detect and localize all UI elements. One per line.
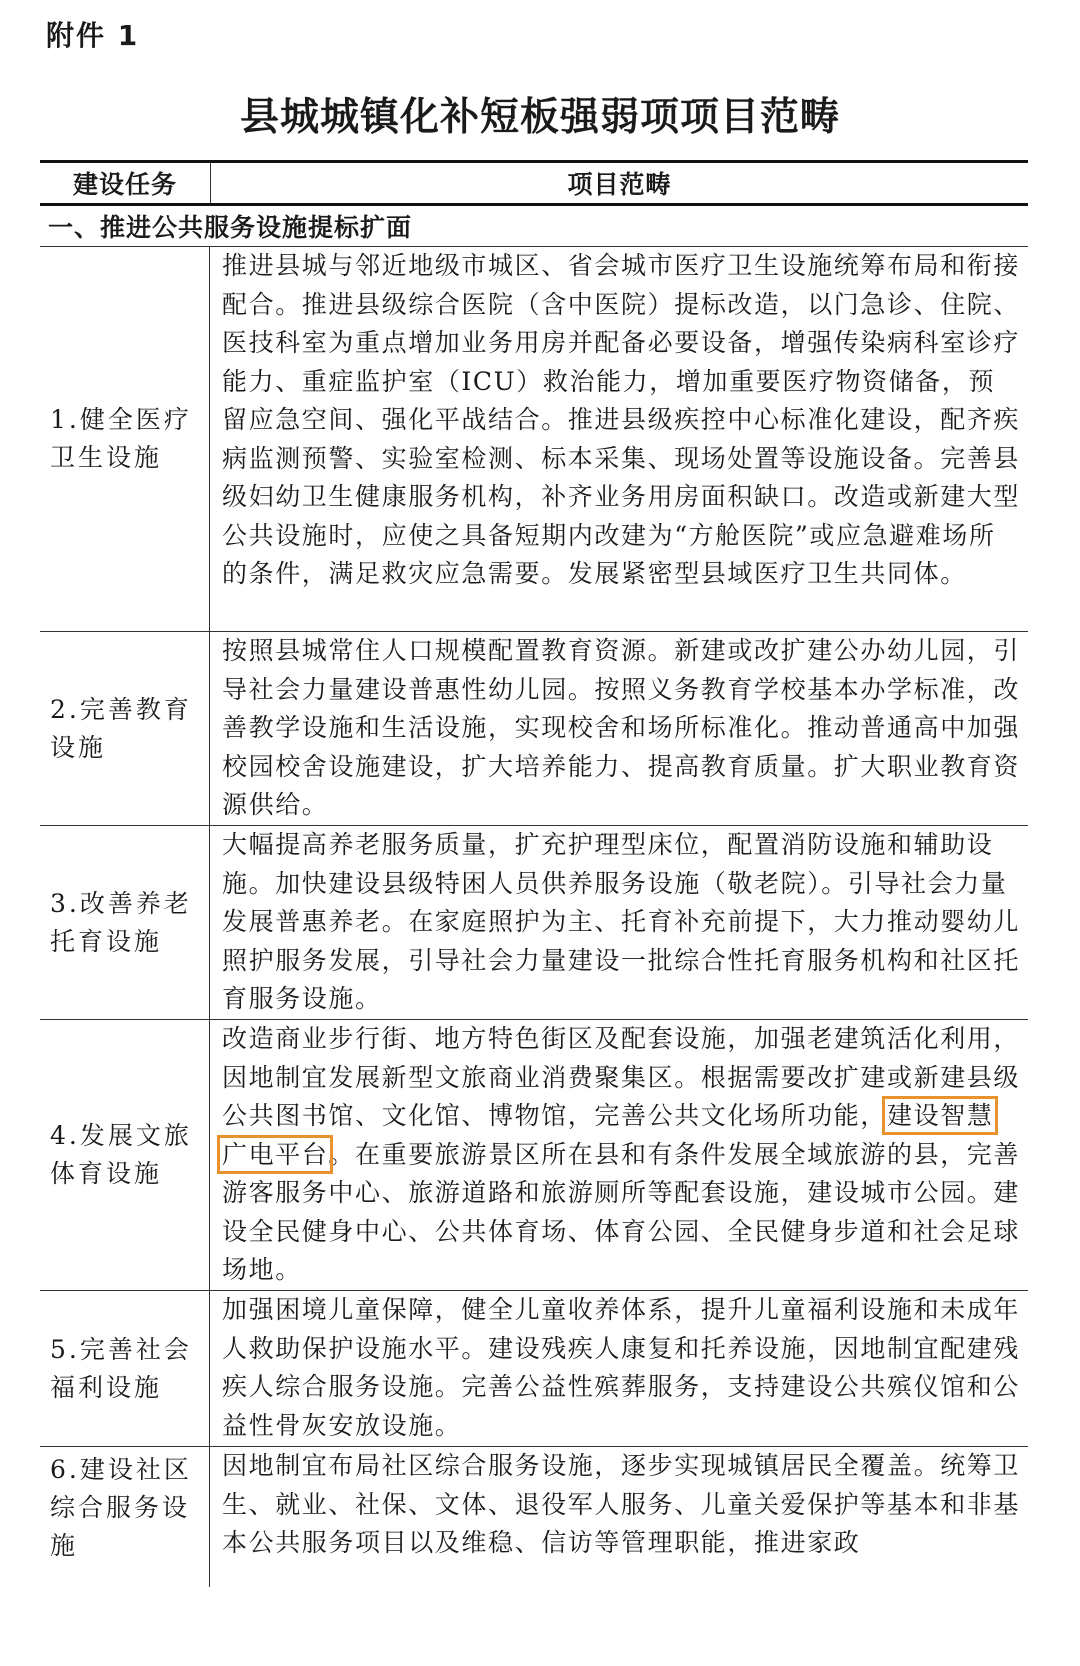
- scope-cell: [210, 826, 1028, 1019]
- task-label: 2.完善教育设施: [50, 694, 192, 762]
- header-scope: 项目范畴: [567, 170, 672, 199]
- table-header: [40, 163, 1028, 206]
- header-task: 建设任务: [40, 163, 211, 203]
- scope-cell: [210, 632, 1028, 825]
- scope-text-part: 。在重要旅游景区所在县和有条件发展全域旅游的县，完善游客服务中心、旅游道路和旅游厕所等配套设施，建设城市公园。建设全民健身中心、公共体育场、体育公园、全民健身步道和社会足球场地。: [222, 1139, 1021, 1284]
- document-title: 县城城镇化补短板强弱项项目范畴: [239, 95, 840, 140]
- task-cell: [40, 826, 210, 1019]
- scope-cell: [210, 1291, 1028, 1446]
- task-cell: [40, 1020, 210, 1290]
- table-row: [40, 1020, 1028, 1291]
- scope-text: 推进县城与邻近地级市城区、省会城市医疗卫生设施统筹布局和衔接配合。推进县级综合医院（含中医院）提标改造，以门急诊、住院、医技科室为重点增加业务用房并配备必要设备，增强传染病科室诊疗能力、重症监护室（ICU）救治能力，增加重要医疗物资储备，预留应急空间、强化平战结合。推进县级疾控中心标准化建设，配齐疾病监测预警、实验室检测、标本采集、现场处置等设施设备。完善县级妇幼卫生健康服务机构，补齐业务用房面积缺口。改造或新建大型公共设施时，应使之具备短期内改建为“方舱医院”或应急避难场所的条件，满足救灾应急需要。发展紧密型县域医疗卫生共同体。: [222, 251, 1021, 588]
- scope-cell: [210, 247, 1028, 631]
- attachment-label: 附件 1: [46, 19, 140, 52]
- task-cell: [40, 247, 210, 631]
- task-cell: [40, 1447, 210, 1587]
- scope-text-part: 改造商业步行街、地方特色街区及配套设施，加强老建筑活化利用，因地制宜发展新型文旅商业消费聚集区。根据需要改扩建或新建县级公共图书馆、文化馆、博物馆，完善公共文化场所功能，: [222, 1024, 1021, 1130]
- table-row: [40, 632, 1028, 826]
- task-label: 1.健全医疗卫生设施: [50, 405, 192, 472]
- scope-text: 大幅提高养老服务质量，扩充护理型床位，配置消防设施和辅助设施。加快建设县级特困人员供养服务设施（敬老院）。引导社会力量发展普惠养老。在家庭照护为主、托育补充前提下，大力推动婴幼儿照护服务发展，引导社会力量建设一批综合性托育服务机构和社区托育服务设施。: [222, 830, 1021, 1013]
- scope-cell: [210, 1447, 1028, 1587]
- task-cell: [40, 1291, 210, 1446]
- task-label: 5.完善社会福利设施: [50, 1334, 192, 1402]
- scope-text: 按照县城常住人口规模配置教育资源。新建或改扩建公办幼儿园，引导社会力量建设普惠性幼儿园。按照义务教育学校基本办学标准，改善教学设施和生活设施，实现校舍和场所标准化。推动普通高中加强校园校舍设施建设，扩大培养能力、提高教育质量。扩大职业教育资源供给。: [222, 636, 1021, 819]
- section-heading: 一、推进公共服务设施提标扩面: [40, 206, 1028, 247]
- scope-text: 因地制宜布局社区综合服务设施，逐步实现城镇居民全覆盖。统筹卫生、就业、社保、文体、退役军人服务、儿童关爱保护等基本和非基本公共服务项目以及维稳、信访等管理职能，推进家政: [222, 1451, 1021, 1557]
- table-row: [40, 826, 1028, 1020]
- table-row: [40, 1291, 1028, 1447]
- scope-text: [222, 1020, 1020, 1290]
- highlighted-phrase: 建设智慧广电平台: [222, 1101, 994, 1169]
- table-row: [40, 247, 1028, 632]
- task-label: 6.建设社区综合服务设施: [50, 1455, 192, 1560]
- scope-text: 加强困境儿童保障，健全儿童收养体系，提升儿童福利设施和未成年人救助保护设施水平。建设残疾人康复和托养设施，因地制宜配建残疾人综合服务设施。完善公益性殡葬服务，支持建设公共殡仪馆和公益性骨灰安放设施。: [222, 1295, 1021, 1440]
- scope-cell: [210, 1020, 1028, 1290]
- task-label: 3.改善养老托育设施: [50, 888, 192, 956]
- project-scope-table: [40, 160, 1028, 1587]
- task-label: 4.发展文旅体育设施: [50, 1121, 192, 1188]
- task-cell: [40, 632, 210, 825]
- table-row: [40, 1447, 1028, 1587]
